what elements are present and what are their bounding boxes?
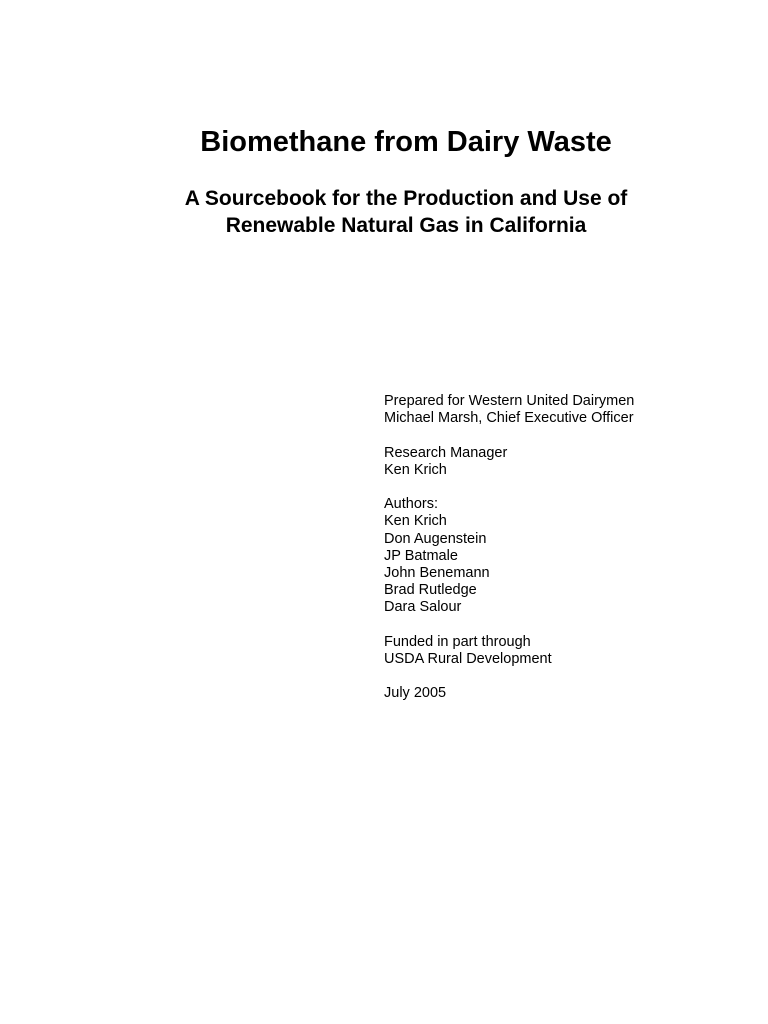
publication-date: July 2005 xyxy=(384,685,447,702)
funding-line-2: USDA Rural Development xyxy=(384,651,552,667)
author-name: Ken Krich xyxy=(384,513,447,530)
author-name: Don Augenstein xyxy=(384,530,487,547)
funding-section xyxy=(384,634,764,668)
prepared-for-section xyxy=(384,393,764,427)
subtitle-line-1: A Sourcebook for the Production and Use of xyxy=(184,187,628,210)
research-manager-section xyxy=(384,445,764,479)
ceo-line: Michael Marsh, Chief Executive Officer xyxy=(384,410,634,427)
document-title: Biomethane from Dairy Waste xyxy=(200,126,612,158)
authors-label: Authors: xyxy=(384,496,438,513)
credits-block xyxy=(384,393,764,720)
author-name: Dara Salour xyxy=(384,599,462,616)
author-name: John Benemann xyxy=(384,565,490,581)
author-name: Brad Rutledge xyxy=(384,582,477,599)
document-subtitle xyxy=(0,185,768,239)
funding-line-1: Funded in part through xyxy=(384,633,531,650)
prepared-for-line: Prepared for Western United Dairymen xyxy=(384,393,635,409)
subtitle-line-2: Renewable Natural Gas in California xyxy=(225,214,587,237)
research-manager-label: Research Manager xyxy=(384,444,508,461)
authors-section xyxy=(384,496,764,616)
research-manager-name: Ken Krich xyxy=(384,461,447,478)
author-name: JP Batmale xyxy=(384,547,458,564)
date-section xyxy=(384,685,764,702)
